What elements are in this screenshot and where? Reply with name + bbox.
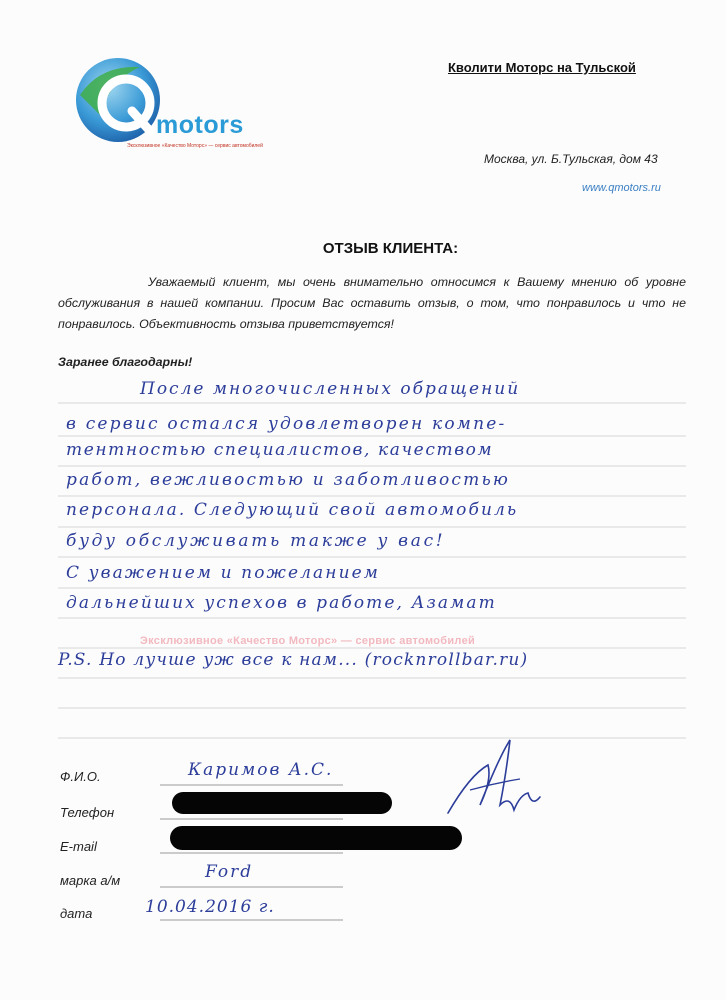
email-redaction bbox=[170, 826, 462, 850]
review-line: персонала. Следующий свой автомобиль bbox=[66, 500, 519, 520]
phone-redaction bbox=[172, 792, 392, 814]
car-brand-value: Ford bbox=[205, 862, 254, 882]
fio-label: Ф.И.О. bbox=[60, 769, 101, 784]
logo-wordmark: motors bbox=[156, 111, 244, 139]
qmotors-logo bbox=[70, 55, 270, 155]
company-name: Кволити Моторс на Тульской bbox=[448, 60, 636, 75]
handwritten-signature bbox=[440, 735, 550, 825]
intro-paragraph: Уважаемый клиент, мы очень внимательно относимся к Вашему мнению об уровне обслуживания в нашей компании. Просим Вас оставить отзыв, о том, что понравилось и что не понравилось. Объективность отзыва приветствуется! bbox=[58, 275, 686, 331]
page-title: ОТЗЫВ КЛИЕНТА: bbox=[322, 240, 459, 257]
thanks-line: Заранее благодарны! bbox=[58, 355, 193, 369]
review-line: работ, вежливостью и заботливостью bbox=[66, 470, 511, 490]
website-link[interactable]: www.qmotors.ru bbox=[582, 182, 661, 194]
q-logo-icon bbox=[70, 55, 180, 155]
logo-tagline: Эксклюзивное «Качество Моторс» — сервис автомобилей bbox=[127, 143, 263, 149]
email-label: E-mail bbox=[60, 839, 97, 854]
fio-value: Каримов А.С. bbox=[188, 760, 334, 780]
stamp-watermark: Эксклюзивное «Качество Моторс» — сервис автомобилей bbox=[140, 635, 476, 647]
review-postscript: P.S. Но лучше уж все к нам... (rocknrollbar.ru) bbox=[58, 650, 529, 670]
review-line: дальнейших успехов в работе, Азамат bbox=[66, 593, 497, 613]
review-line: С уважением и пожеланием bbox=[66, 563, 380, 583]
phone-label: Телефон bbox=[60, 805, 115, 820]
review-line: После многочисленных обращений bbox=[140, 379, 521, 399]
date-value: 10.04.2016 г. bbox=[145, 897, 275, 917]
date-label: дата bbox=[60, 906, 93, 921]
company-address: Москва, ул. Б.Тульская, дом 43 bbox=[484, 152, 658, 166]
review-line: тентностью специалистов, качеством bbox=[66, 440, 494, 460]
review-line: в сервис остался удовлетворен компе- bbox=[66, 414, 507, 434]
review-line: буду обслуживать также у вас! bbox=[66, 531, 446, 551]
car-brand-label: марка а/м bbox=[60, 873, 121, 888]
